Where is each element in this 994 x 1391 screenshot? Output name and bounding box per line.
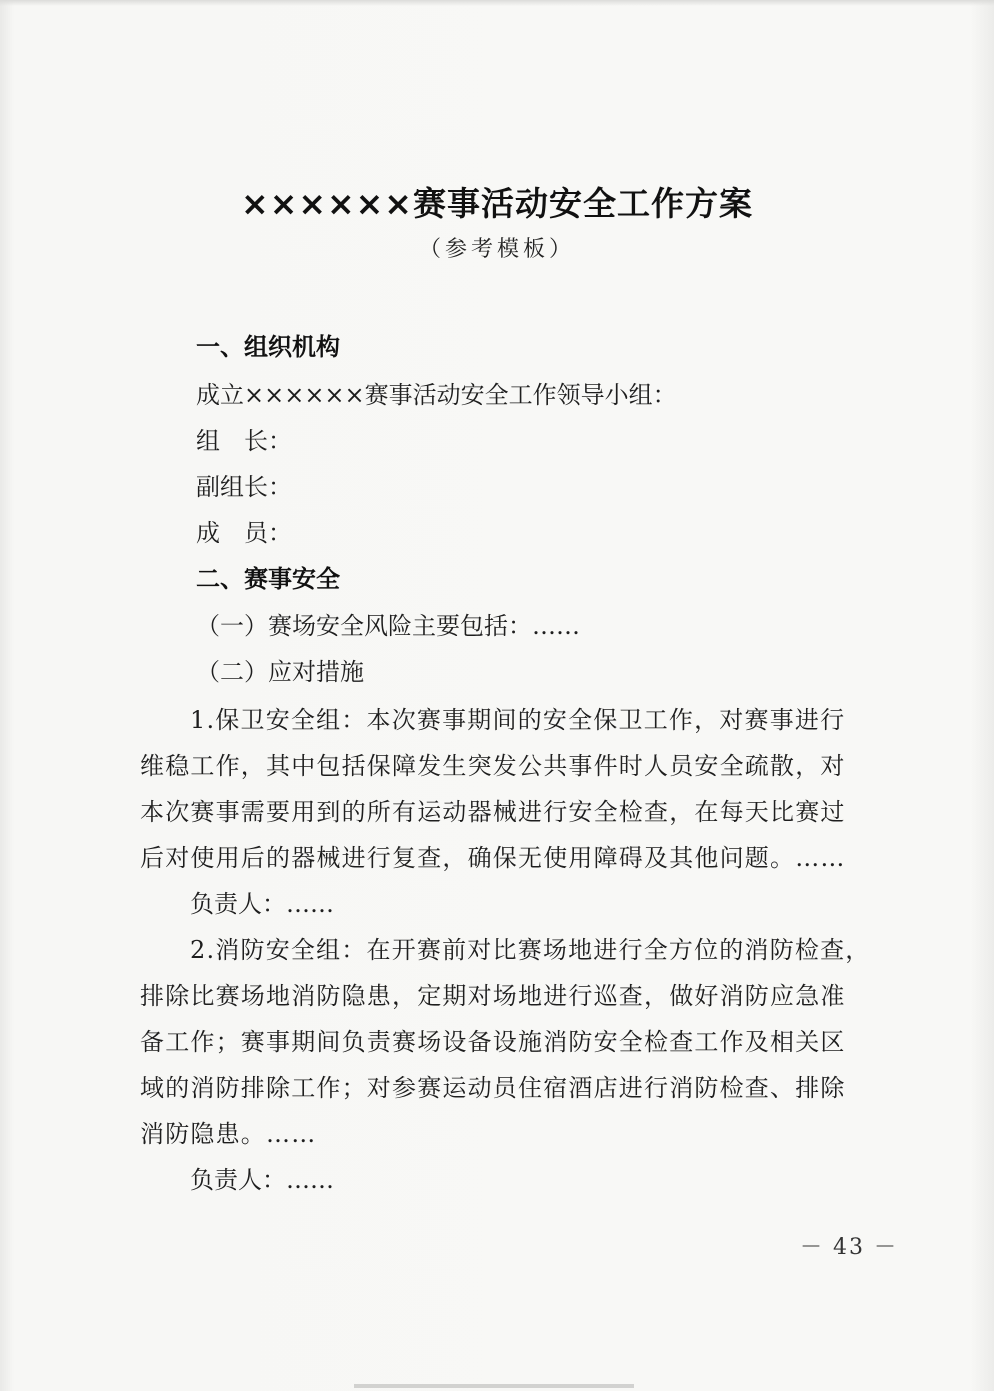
role-leader: 组 长：: [196, 427, 292, 455]
item2-owner: 负责人：……: [190, 1166, 334, 1194]
item2-line-4: 域的消防排除工作；对参赛运动员住宿酒店进行消防检查、排除: [140, 1074, 846, 1102]
item2-line-2: 排除比赛场地消防隐患，定期对场地进行巡查，做好消防应急准: [140, 982, 846, 1010]
role-members: 成 员：: [196, 519, 292, 547]
scan-edge: [0, 0, 994, 6]
role-deputy: 副组长：: [196, 473, 292, 501]
item1-line-1: 1.保卫安全组：本次赛事期间的安全保卫工作，对赛事进行: [190, 706, 846, 734]
subsection-measures: （二）应对措施: [196, 658, 364, 686]
item1-line-3: 本次赛事需要用到的所有运动器械进行安全检查，在每天比赛过: [140, 798, 846, 826]
scan-mark: [354, 1384, 634, 1388]
item1-line-2: 维稳工作，其中包括保障发生突发公共事件时人员安全疏散，对: [140, 752, 846, 780]
section2-heading: 二、赛事安全: [196, 565, 340, 593]
item2-line-3: 备工作；赛事期间负责赛场设备设施消防安全检查工作及相关区: [140, 1028, 846, 1056]
document-subtitle: （参考模板）: [418, 237, 575, 262]
item2-line-1: 2.消防安全组：在开赛前对比赛场地进行全方位的消防检查，: [190, 936, 871, 964]
item1-owner: 负责人：……: [190, 890, 334, 918]
subsection-risks: （一）赛场安全风险主要包括：……: [196, 612, 580, 640]
document-title: ××××××赛事活动安全工作方案: [241, 184, 753, 223]
section1-heading: 一、组织机构: [196, 333, 340, 361]
page-number: － 43 －: [800, 1235, 898, 1260]
section1-intro: 成立××××××赛事活动安全工作领导小组：: [196, 381, 677, 409]
item2-line-5: 消防隐患。……: [140, 1120, 317, 1148]
item1-line-4: 后对使用后的器械进行复查，确保无使用障碍及其他问题。……: [140, 844, 846, 872]
